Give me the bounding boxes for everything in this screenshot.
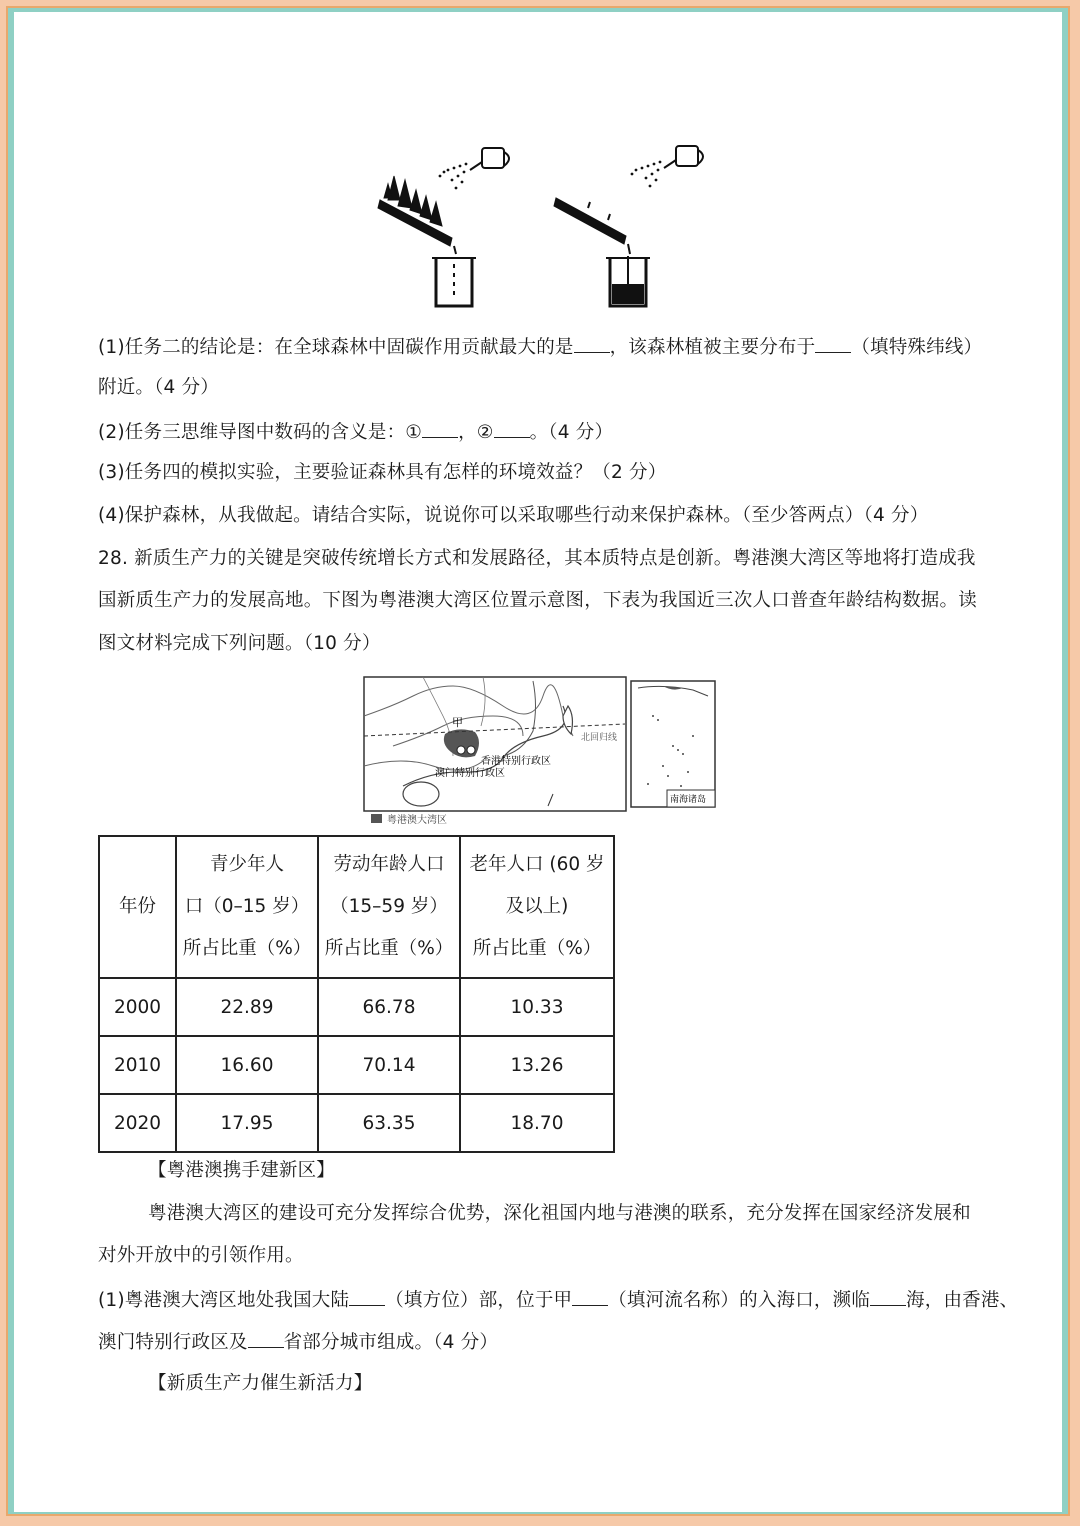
beaker-left-icon: [432, 258, 476, 306]
beaker-right-icon: [606, 256, 650, 306]
inset-map-frame: [631, 681, 715, 807]
watering-can-right-icon: [664, 146, 703, 168]
header-text: 所占比重（%）: [182, 938, 312, 959]
q27-sub2-text-c: 。（4 分）: [529, 422, 614, 443]
answer-blank[interactable]: [815, 334, 851, 353]
table-cell: 10.33: [460, 978, 614, 1036]
bare-slope-setup: [554, 198, 630, 254]
q28-intro-line3: 图文材料完成下列问题。（10 分）: [98, 633, 381, 654]
forest-runoff-experiment-illustration: [370, 138, 710, 314]
table-cell: 22.89: [176, 978, 318, 1036]
q28-intro-line1: 28. 新质生产力的关键是突破传统增长方式和发展路径，其本质特点是创新。粤港澳大湾区等地将打造成我: [98, 548, 976, 569]
header-elderly: [460, 836, 614, 978]
water-spray-left: [439, 163, 468, 190]
q28-sub1-text-c: （填河流名称）的入海口，濒临: [608, 1290, 871, 1311]
answer-blank[interactable]: [248, 1329, 284, 1348]
table-cell: 13.26: [460, 1036, 614, 1094]
hainan-island: [403, 782, 439, 806]
hongkong-marker: [467, 746, 475, 754]
table-cell: 2010: [99, 1036, 176, 1094]
header-text: 青少年人: [209, 854, 284, 875]
q28-intro-line2: 国新质生产力的发展高地。下图为粤港澳大湾区位置示意图，下表为我国近三次人口普查年龄结构数据。读: [98, 590, 977, 611]
q28-sub1-text-d: 海，由香港、: [906, 1290, 1019, 1311]
header-text: 年份: [118, 896, 156, 917]
q28-sub1-line2-text-b: 省部分城市组成。（4 分）: [283, 1332, 499, 1353]
label-hongkong: 香港特别行政区: [481, 756, 551, 767]
q27-sub1-text-c: （填特殊纬线）: [851, 337, 983, 358]
q27-sub1-text-a: (1)任务二的结论是：在全球森林中固碳作用贡献最大的是: [98, 337, 574, 358]
q27-sub4: (4)保护森林，从我做起。请结合实际，说说你可以采取哪些行动来保护森林。（至少答两点）（4 分）: [98, 505, 929, 526]
answer-blank[interactable]: [572, 1287, 608, 1306]
table-row: [99, 1036, 614, 1094]
greater-bay-area-map: [363, 676, 718, 828]
q28-sub1-line2-text-a: 澳门特别行政区及: [98, 1332, 248, 1353]
q27-sub1-line2: 附近。（4 分）: [98, 377, 220, 398]
header-text: 口（0–15 岁）: [184, 896, 310, 917]
forested-slope-setup: [378, 176, 456, 254]
answer-blank[interactable]: [494, 419, 530, 438]
q27-sub2: [98, 419, 613, 445]
header-youth: [176, 836, 318, 978]
answer-blank[interactable]: [349, 1287, 385, 1306]
watering-can-left-icon: [470, 148, 509, 170]
header-text: （15–59 岁）: [330, 896, 448, 917]
header-text: 及以上): [505, 896, 569, 917]
label-macau: 澳门特别行政区: [435, 768, 505, 779]
header-text: 劳动年龄人口: [333, 854, 445, 875]
header-text: 所占比重（%）: [472, 938, 602, 959]
answer-blank[interactable]: [422, 419, 458, 438]
q28-sub1-text-b: （填方位）部，位于甲: [385, 1290, 573, 1311]
population-age-table: [98, 835, 615, 1153]
table-cell: 17.95: [176, 1094, 318, 1152]
table-cell: 66.78: [318, 978, 460, 1036]
table-cell: 2000: [99, 978, 176, 1036]
section2-title: 【新质生产力催生新活力】: [148, 1373, 373, 1394]
header-text: 老年人口 (60 岁: [469, 854, 605, 875]
label-tropic: 北回归线: [581, 732, 618, 742]
legend-swatch: [371, 814, 382, 823]
table-cell: 63.35: [318, 1094, 460, 1152]
answer-blank[interactable]: [574, 334, 610, 353]
q27-sub3: (3)任务四的模拟实验，主要验证森林具有怎样的环境效益？（2 分）: [98, 462, 667, 483]
q27-sub1-text-b: ，该森林植被主要分布于: [609, 337, 816, 358]
label-jia: 甲: [452, 717, 463, 729]
legend-label: 粤港澳大湾区: [387, 815, 447, 826]
table-header-row: [99, 836, 614, 978]
q28-sub1-line1: [98, 1287, 1018, 1313]
section1-line1: 粤港澳大湾区的建设可充分发挥综合优势，深化祖国内地与港澳的联系，充分发挥在国家经济发展和: [148, 1203, 971, 1224]
q27-sub2-text-a: (2)任务三思维导图中数码的含义是：①: [98, 422, 423, 443]
section1-line2: 对外开放中的引领作用。: [98, 1245, 304, 1266]
table-row: [99, 1094, 614, 1152]
table-cell: 2020: [99, 1094, 176, 1152]
answer-blank[interactable]: [870, 1287, 906, 1306]
water-spray-right: [631, 161, 662, 188]
q28-sub1-text-a: (1)粤港澳大湾区地处我国大陆: [98, 1290, 350, 1311]
header-working: [318, 836, 460, 978]
q27-sub2-text-b: ，②: [458, 422, 494, 443]
q28-sub1-line2: [98, 1329, 498, 1355]
table-cell: 70.14: [318, 1036, 460, 1094]
macau-marker: [457, 746, 465, 754]
label-south-sea: 南海诸岛: [670, 794, 707, 804]
table-row: [99, 978, 614, 1036]
header-year: [99, 836, 176, 978]
header-text: 所占比重（%）: [324, 938, 454, 959]
section1-title: 【粤港澳携手建新区】: [148, 1160, 336, 1181]
q27-sub1-line1: [98, 334, 982, 360]
table-cell: 16.60: [176, 1036, 318, 1094]
table-cell: 18.70: [460, 1094, 614, 1152]
